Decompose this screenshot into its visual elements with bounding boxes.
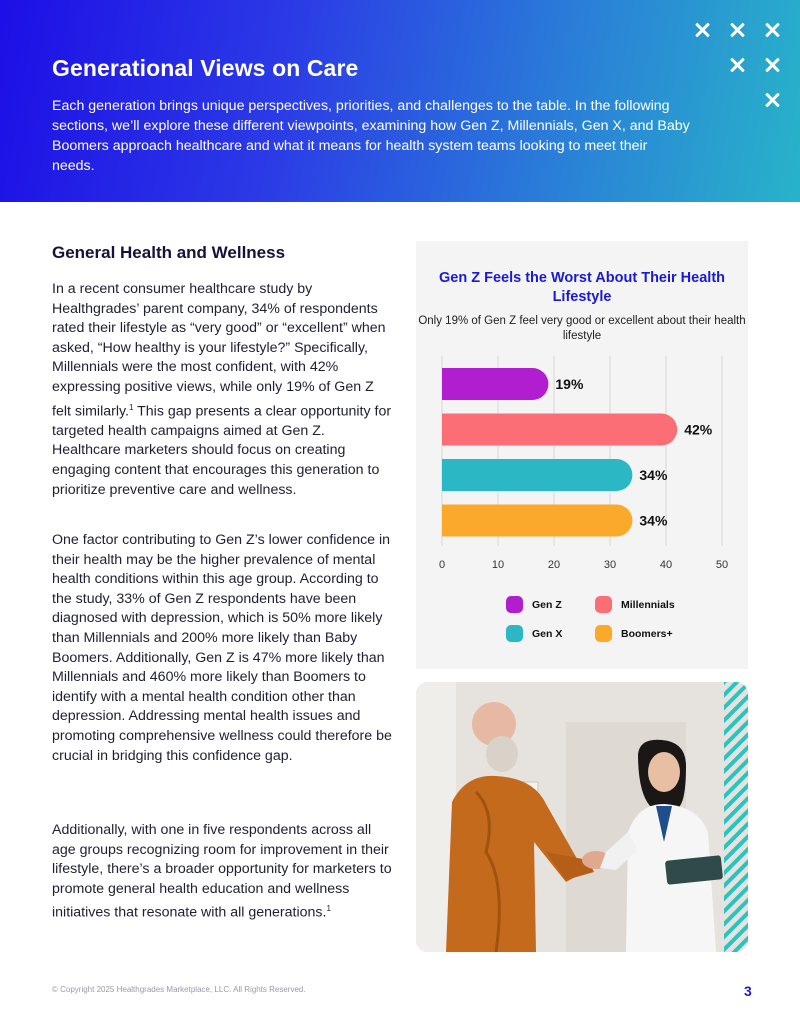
footer-copyright: © Copyright 2025 Healthgrades Marketplace, LLC. All Rights Reserved. [52, 985, 306, 994]
handshake-photo [416, 682, 748, 952]
legend-label: Millennials [621, 598, 675, 611]
paragraph-1: In a recent consumer healthcare study by Healthgrades’ parent company, 34% of respondents rated their lifestyle as “very good” or “excellent” when asked, “How healthy is your lifestyle?” Specifically, Millennials were the most confident, with 42% expressing positive views, while only 19% of Gen Z felt similarly.$^1$ This gap presents a clear opportunity for targeted health campaigns aimed at Gen Z. Healthcare marketers should focus on creating engaging content that encourages this generation to prioritize preventive care and wellness. [52, 281, 392, 498]
legend-label: Gen Z [532, 598, 562, 611]
bar-value-label: 42% [684, 421, 713, 438]
x-mark-icon [729, 57, 745, 73]
chart-card [416, 241, 748, 669]
bar-chart [416, 241, 748, 669]
section-title: General Health and Wellness [52, 243, 286, 262]
legend-item [506, 596, 562, 613]
header-banner [0, 0, 800, 202]
legend-item [595, 625, 673, 642]
x-mark-icon [764, 22, 780, 38]
x-tick-label: 0 [438, 559, 446, 571]
x-tick-label: 20 [547, 559, 561, 571]
legend-label: Boomers+ [621, 627, 673, 640]
x-tick-label: 50 [715, 559, 729, 571]
legend-item [595, 596, 675, 613]
chart-subtitle: Only 19% of Gen Z feel very good or excellent about their health lifestyle [418, 315, 746, 342]
legend-item [506, 625, 562, 642]
x-mark-icon [764, 92, 780, 108]
bar-boomers- [442, 505, 632, 537]
page-title: Generational Views on Care [52, 55, 359, 81]
chart-title: Gen Z Feels the Worst About Their Health Lifestyle [439, 270, 725, 305]
bar-gen-x [442, 459, 632, 491]
page-number: 3 [744, 983, 752, 999]
bar-gen-z [442, 368, 548, 400]
bar-value-label: 34% [639, 512, 668, 529]
bar-value-label: 19% [555, 376, 584, 392]
legend-swatch [506, 625, 523, 642]
intro-text: Each generation brings unique perspectives, priorities, and challenges to the table. In the following sections, we’ll explore these different viewpoints, examining how Gen Z, Millennials, Gen X, and Baby Boomers approach healthcare and what it means for health system teams looking to meet their needs. [52, 98, 690, 174]
legend-swatch [506, 596, 523, 613]
legend-swatch [595, 596, 612, 613]
paragraph-3: Additionally, with one in five respondents across all age groups recognizing room for improvement in their lifestyle, there’s a broader opportunity for marketers to promote general health education and wellness initiatives that resonate with all generations.$^1$ [52, 822, 392, 922]
x-tick-label: 30 [603, 559, 617, 571]
x-mark-icon [764, 57, 780, 73]
bar-value-label: 34% [639, 467, 668, 483]
legend-swatch [595, 625, 612, 642]
x-tick-label: 40 [659, 559, 673, 571]
paragraph-2: One factor contributing to Gen Z’s lower confidence in their health may be the higher prevalence of mental health conditions within this age group. According to the study, 33% of Gen Z respondents have been diagnosed with depression, which is 50% more likely than Millennials and 200% more likely than Baby Boomers. Additionally, Gen Z is 47% more likely than Millennials and 460% more likely than Boomers to identify with a mental health condition other than depression. Addressing mental health issues and promoting comprehensive wellness could therefore be crucial in bridging this confidence gap. [52, 532, 392, 764]
x-mark-icon [729, 22, 745, 38]
x-mark-icon [694, 22, 710, 38]
legend-label: Gen X [532, 627, 563, 640]
bar-millennials [442, 414, 677, 446]
x-tick-label: 10 [491, 559, 505, 571]
